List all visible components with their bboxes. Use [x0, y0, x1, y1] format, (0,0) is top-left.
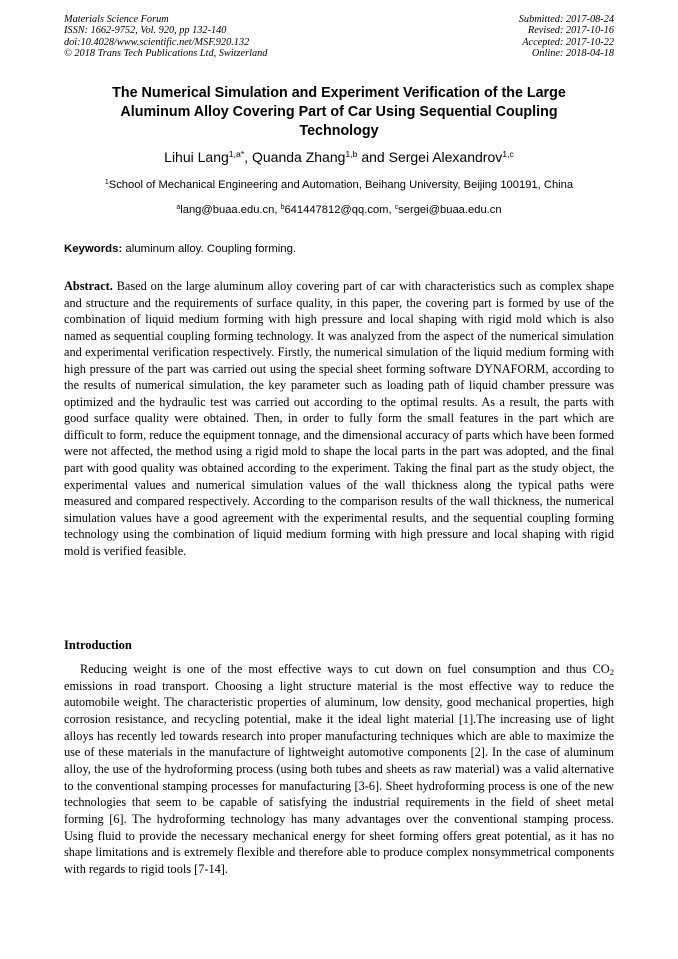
affiliation-text: School of Mechanical Engineering and Automation, Beihang University, Beijing 100191, China — [108, 179, 574, 191]
intro-text-part-2: emissions in road transport. Choosing a light structure material is the most effective way to reduce the automobile weight. The characteristic properties of aluminum, low density, good mechanical properties, high corrosion resistance, and recycling potential, make it the ideal light material [1].The increasing use of light alloys has recently led towards research into proper manufacturing techniques which are able to maximize the use of these materials in the manufacture of lightweight automotive components [2]. In the case of aluminum alloy, the use of the hydroforming process (using both tubes and sheets as raw material) was a valid alternative to the conventional stamping processes for manufacturing [3-6]. Sheet hydroforming process is one of the new technologies that seem to be capable of satisfying the industrial requirements in the field of sheet metal forming [6]. The hydroforming technology has many advantages over the conventional stamping process. Using fluid to provide the necessary mechanical energy for sheet forming offers great potential, as it has no shape limitations and is extremely flexible and therefore able to produce complex nonsymmetrical components with regards to rigid tools [7-14]. — [64, 678, 614, 876]
keywords-text: aluminum alloy. Coupling forming. — [122, 243, 297, 255]
affiliation — [30, 178, 648, 192]
journal-info — [64, 14, 267, 60]
affiliation-mark: 1 — [104, 179, 109, 187]
email-mark: a — [176, 204, 181, 212]
email-mark: c — [394, 204, 399, 212]
introduction-paragraph — [64, 661, 614, 878]
author-separator: and — [357, 149, 389, 165]
paper-title: The Numerical Simulation and Experiment Verification of the Large Aluminum Alloy Covering Part of Car Using Sequential Coupling Technology — [112, 85, 566, 140]
author-list — [40, 147, 638, 167]
author-name: Sergei Alexandrov — [388, 149, 503, 165]
introduction-heading: Introduction — [64, 638, 132, 652]
keywords-label: Keywords: — [64, 243, 123, 255]
author-affil-mark: 1,b — [345, 149, 358, 160]
email-separator: , — [274, 204, 281, 216]
email-address[interactable]: sergei@buaa.edu.cn — [398, 204, 502, 216]
journal-name: Materials Science Forum — [64, 14, 169, 25]
doi-line: doi:10.4028/www.scientific.net/MSF.920.132 — [64, 36, 250, 48]
email-address[interactable]: lang@buaa.edu.cn — [180, 204, 275, 216]
online-date: Online: 2018-04-18 — [531, 48, 614, 60]
issn-line: ISSN: 1662-9752, Vol. 920, pp 132-140 — [64, 25, 227, 37]
author-affil-mark: 1,c — [502, 149, 514, 160]
abstract-label: Abstract. — [64, 279, 113, 293]
email-mark: b — [280, 204, 285, 212]
co2-formula: CO — [592, 662, 610, 676]
co2-subscript: 2 — [609, 667, 614, 678]
email-separator: , — [388, 204, 395, 216]
author-separator: , — [244, 149, 252, 165]
keywords — [64, 242, 614, 256]
dates-info — [519, 14, 614, 60]
author-name: Lihui Lang — [164, 149, 229, 165]
submitted-date: Submitted: 2017-08-24 — [518, 14, 614, 25]
abstract-text: Based on the large aluminum alloy covering part of car with characteristics such as complex shape and structure and the requirements of surface quality, in this paper, the covering part is formed by use of the combination of liquid medium forming with high pressure and local shaping with rigid mold which is also named as sequential coupling forming technology. It was analyzed from the aspect of the numerical simulation and experimental verification respectively. Firstly, the numerical simulation of the liquid medium forming with high pressure of the part was carried out using the special sheet forming software DYNAFORM, according to the results of numerical simulation, the key parameter such as loading path of liquid chamber pressure was optimized and the hydraulic test was carried out according to the optimal results. As a result, the parts with good surface quality were obtained. Then, in order to fully form the small features in the part which are difficult to form, reduce the equipment tonnage, and the dimensional accuracy of parts which have been formed were not affected, the method using a rigid mold to shape the local parts in the part was adopted, and the final part with good quality was obtained according to the experiment. Taking the final part as the study object, the experimental values and numerical simulation values of the wall thickness along the typical paths were measured and compared respectively. According to the comparison results of the wall thickness, the numerical simulation values have a good agreement with the experimental results, and the sequential coupling forming technology using the combination of liquid medium forming with high pressure and local shaping with rigid mold is verified feasible. — [64, 279, 614, 558]
author-name: Quanda Zhang — [252, 149, 346, 165]
revised-date: Revised: 2017-10-16 — [527, 25, 614, 37]
abstract — [64, 278, 614, 559]
accepted-date: Accepted: 2017-10-22 — [522, 36, 614, 48]
intro-text-part-1: Reducing weight is one of the most effective ways to cut down on fuel consumption and thus — [80, 662, 593, 676]
author-affil-mark: 1,a* — [228, 149, 245, 160]
copyright-line: © 2018 Trans Tech Publications Ltd, Switzerland — [64, 48, 268, 60]
email-list — [30, 203, 648, 217]
email-address[interactable]: 641447812@qq.com — [284, 204, 389, 216]
